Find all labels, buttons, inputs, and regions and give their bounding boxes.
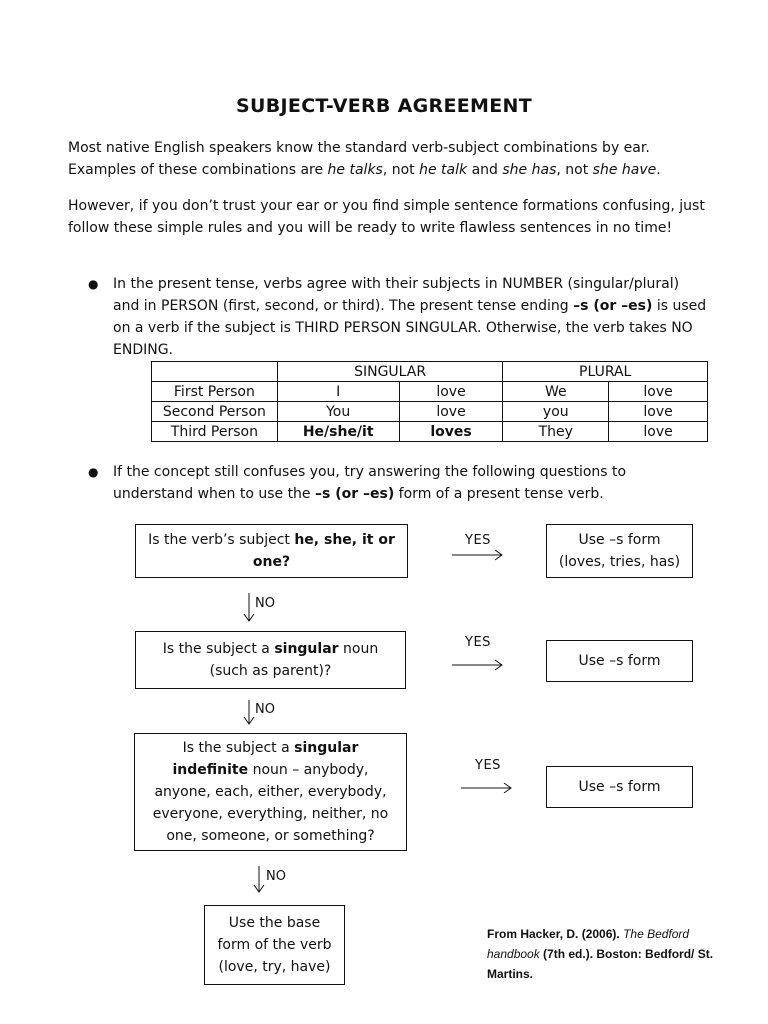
- yes-label: YES: [465, 533, 491, 548]
- flow-result-2: [546, 640, 693, 682]
- table-row: [152, 382, 708, 402]
- flow-result-3: [546, 766, 693, 808]
- bullet-rule-2: [88, 461, 708, 505]
- flow-end-result-text: Use the base form of the verb (love, try, have): [217, 915, 332, 975]
- table-cell: Second Person: [152, 402, 278, 422]
- down-arrow-icon: [252, 866, 266, 894]
- flow-result-1: [546, 524, 693, 578]
- table-cell: love: [609, 422, 708, 442]
- bullet-rule-1-text: In the present tense, verbs agree with their subjects in NUMBER (singular/plural) and in PERSON (first, second, or third). The present tense ending –s (or –es) is used on a verb if the subject is THIRD PERSON SINGULAR. Otherwise, the verb takes NO ENDING.: [113, 276, 707, 358]
- table-cell: love: [609, 402, 708, 422]
- intro-paragraph-1: Most native English speakers know the standard verb-subject combinations by ear. Examples of these combinations are he talks, not he talk and she has, not she have.: [68, 140, 661, 178]
- bullet-rule-2-text: If the concept still confuses you, try answering the following questions to understand when to use the –s (or –es) form of a present tense verb.: [113, 464, 627, 502]
- table-row: [152, 402, 708, 422]
- table-cell: First Person: [152, 382, 278, 402]
- flow-question-3: [134, 733, 407, 851]
- verb-agreement-table: [151, 361, 708, 442]
- table-cell: love: [399, 402, 503, 422]
- flow-question-2-text: Is the subject a singular noun (such as parent)?: [162, 641, 379, 679]
- flow-end-result: [204, 905, 345, 985]
- table-cell: We: [503, 382, 609, 402]
- bullet-marker: ●: [88, 277, 99, 291]
- table-cell: They: [503, 422, 609, 442]
- down-arrow-icon: [242, 700, 256, 726]
- table-header-plural: PLURAL: [503, 362, 708, 382]
- right-arrow-icon: [461, 782, 513, 794]
- table-cell: He/she/it: [277, 422, 399, 442]
- table-header-row: [152, 362, 708, 382]
- table-header-singular: SINGULAR: [277, 362, 503, 382]
- table-cell: Third Person: [152, 422, 278, 442]
- right-arrow-icon: [452, 549, 504, 561]
- bullet-marker: ●: [88, 465, 99, 479]
- table-header-cell: [152, 362, 278, 382]
- flow-question-1-text: Is the verb’s subject he, she, it or one?: [148, 532, 395, 570]
- flow-question-2: [135, 631, 406, 689]
- flow-result-2-text: Use –s form: [578, 653, 661, 669]
- no-label: NO: [255, 702, 275, 717]
- yes-label: YES: [465, 635, 491, 650]
- no-label: NO: [255, 596, 275, 611]
- citation: From Hacker, D. (2006). The Bedford handbook (7th ed.). Boston: Bedford/ St. Martins.: [487, 927, 714, 981]
- flow-question-3-text: Is the subject a singular indefinite noun – anybody, anyone, each, either, everybody, everyone, everything, neither, no one, someone, or something?: [152, 740, 389, 844]
- table-cell: loves: [399, 422, 503, 442]
- table-row: [152, 422, 708, 442]
- table-cell: I: [277, 382, 399, 402]
- down-arrow-icon: [242, 593, 256, 623]
- table-cell: love: [609, 382, 708, 402]
- no-label: NO: [266, 869, 286, 884]
- flow-result-3-text: Use –s form: [578, 779, 661, 795]
- page-title: SUBJECT-VERB AGREEMENT: [236, 95, 532, 117]
- table-cell: You: [277, 402, 399, 422]
- intro-paragraph-2: However, if you don’t trust your ear or you find simple sentence formations confusing, just follow these simple rules and you will be ready to write flawless sentences in no time!: [68, 198, 705, 236]
- table-cell: you: [503, 402, 609, 422]
- flow-question-1: [135, 524, 408, 578]
- flow-result-1-text: Use –s form (loves, tries, has): [558, 532, 681, 570]
- yes-label: YES: [475, 758, 501, 773]
- table-cell: love: [399, 382, 503, 402]
- right-arrow-icon: [452, 659, 504, 671]
- bullet-rule-1: [88, 273, 708, 361]
